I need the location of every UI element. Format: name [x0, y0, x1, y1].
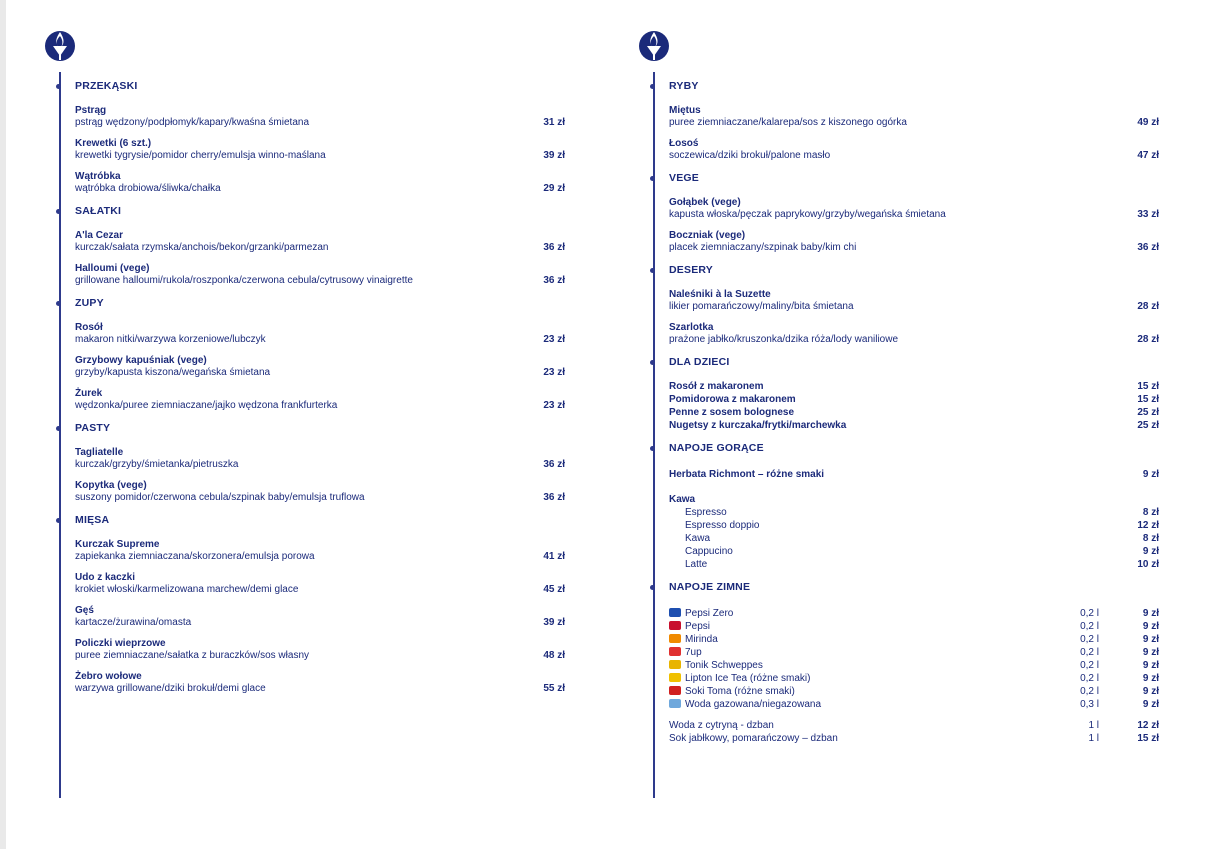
- vertical-rule: [653, 72, 655, 798]
- item-name: Wątróbka: [75, 171, 121, 182]
- item-name: Pepsi Zero: [685, 608, 734, 619]
- item-name: Latte: [685, 559, 708, 570]
- item-name: A'la Cezar: [75, 230, 123, 241]
- item-name: Pepsi: [685, 621, 711, 632]
- item-name: Miętus: [669, 105, 701, 116]
- item-name: Tonik Schweppes: [685, 660, 763, 671]
- item-price: 49 zł: [1137, 117, 1159, 128]
- cold-drink-item: [669, 685, 1159, 698]
- item-price: 9 zł: [1142, 660, 1159, 671]
- item-price: 12 zł: [1137, 520, 1159, 531]
- item-price: 9 zł: [1142, 634, 1159, 645]
- item-name: Żurek: [75, 388, 103, 399]
- item-desc: krewetki tygrysie/pomidor cherry/emulsja winno-maślana: [75, 150, 326, 161]
- menu-item: [75, 171, 565, 195]
- item-desc: placek ziemniaczany/szpinak baby/kim chi: [669, 242, 857, 253]
- cold-drink-item: [669, 672, 1159, 685]
- coffee-item: [669, 558, 1159, 571]
- menu-item: [75, 230, 565, 254]
- item-name: Penne z sosem bolognese: [669, 407, 795, 418]
- item-volume: 0,2 l: [1080, 647, 1099, 658]
- jug-item: [669, 732, 1159, 745]
- item-price: 9 zł: [1142, 647, 1159, 658]
- item-desc: likier pomarańczowy/maliny/bita śmietana: [669, 301, 854, 312]
- item-name: Kurczak Supreme: [75, 539, 160, 550]
- jug-item: [669, 719, 1159, 732]
- water-logo-icon: [669, 699, 681, 708]
- item-name: Halloumi (vege): [75, 263, 150, 274]
- item-name: Szarlotka: [669, 322, 714, 333]
- item-volume: 0,2 l: [1080, 608, 1099, 619]
- item-price: 36 zł: [543, 242, 565, 253]
- menu-item: [669, 197, 1159, 221]
- item-desc: puree ziemniaczane/kalarepa/sos z kiszonego ogórka: [669, 117, 907, 128]
- menu-item: [669, 105, 1159, 129]
- item-name: Naleśniki à la Suzette: [669, 289, 771, 300]
- coffee-item: [669, 545, 1159, 558]
- item-name: Woda gazowana/niegazowana: [685, 699, 822, 710]
- item-name: Mirinda: [685, 634, 718, 645]
- item-volume: 0,3 l: [1080, 699, 1099, 710]
- item-name: Policzki wieprzowe: [75, 638, 166, 649]
- torch-emblem-icon: [638, 26, 670, 64]
- section-title: VEGE: [669, 172, 1159, 188]
- item-desc: kurczak/grzyby/śmietanka/pietruszka: [75, 459, 239, 470]
- item-name: Soki Toma (różne smaki): [685, 686, 795, 697]
- item-price: 15 zł: [1137, 381, 1159, 392]
- item-name: Pomidorowa z makaronem: [669, 394, 796, 405]
- item-price: 25 zł: [1137, 420, 1159, 431]
- pepsi-logo-icon: [669, 608, 681, 617]
- cold-drink-item: [669, 607, 1159, 620]
- item-price: 36 zł: [543, 459, 565, 470]
- kids-item: [669, 393, 1159, 406]
- section-napoje-gorace: [669, 442, 1159, 571]
- item-price: 23 zł: [543, 400, 565, 411]
- item-price: 47 zł: [1137, 150, 1159, 161]
- menu-section: [75, 205, 565, 287]
- item-name: Kopytka (vege): [75, 480, 147, 491]
- item-name: Grzybowy kapuśniak (vege): [75, 355, 207, 366]
- menu-item: [75, 355, 565, 379]
- menu-item: [669, 322, 1159, 346]
- item-volume: 0,2 l: [1080, 673, 1099, 684]
- section-title: SAŁATKI: [75, 205, 565, 221]
- item-desc: warzywa grillowane/dziki brokuł/demi glace: [75, 683, 266, 694]
- menu-section: [75, 297, 565, 412]
- item-price: 25 zł: [1137, 407, 1159, 418]
- menu-right-content: [669, 80, 1159, 745]
- section-title: MIĘSA: [75, 514, 565, 530]
- item-price: 28 zł: [1137, 334, 1159, 345]
- item-volume: 1 l: [1088, 720, 1099, 731]
- tea-item: [669, 468, 1159, 481]
- section-desery: [669, 264, 1159, 346]
- coffee-item: [669, 519, 1159, 532]
- jug-drinks: [669, 719, 1159, 745]
- pepsi-logo-icon: [669, 621, 681, 630]
- item-price: 23 zł: [543, 334, 565, 345]
- section-title: PRZEKĄSKI: [75, 80, 565, 96]
- item-volume: 0,2 l: [1080, 634, 1099, 645]
- item-price: 39 zł: [543, 150, 565, 161]
- item-name: 7up: [685, 647, 702, 658]
- item-desc: wątróbka drobiowa/śliwka/chałka: [75, 183, 221, 194]
- item-price: 23 zł: [543, 367, 565, 378]
- menu-item: [75, 539, 565, 563]
- vertical-rule: [59, 72, 61, 798]
- menu-item: [75, 671, 565, 695]
- item-desc: wędzonka/puree ziemniaczane/jajko wędzona frankfurterka: [75, 400, 338, 411]
- coffee-heading: [669, 493, 1159, 506]
- menu-item: [669, 230, 1159, 254]
- menu-item: [75, 263, 565, 287]
- item-name: Krewetki (6 szt.): [75, 138, 152, 149]
- item-desc: suszony pomidor/czerwona cebula/szpinak baby/emulsja truflowa: [75, 492, 365, 503]
- item-price: 36 zł: [543, 275, 565, 286]
- item-name: Żebro wołowe: [75, 671, 142, 682]
- item-desc: krokiet włoski/karmelizowana marchew/demi glace: [75, 584, 299, 595]
- item-price: 9 zł: [1142, 469, 1159, 480]
- item-price: 36 zł: [1137, 242, 1159, 253]
- item-name: Rosół: [75, 322, 103, 333]
- menu-item: [669, 289, 1159, 313]
- item-name: Espresso: [685, 507, 727, 518]
- item-price: 8 zł: [1142, 507, 1159, 518]
- schweppes-logo-icon: [669, 660, 681, 669]
- section-vege: [669, 172, 1159, 254]
- item-name: Herbata Richmont – różne smaki: [669, 469, 825, 480]
- menu-section: [75, 514, 565, 695]
- item-name: Rosół z makaronem: [669, 381, 764, 392]
- item-desc: puree ziemniaczane/sałatka z buraczków/sos własny: [75, 650, 309, 661]
- item-price: 28 zł: [1137, 301, 1159, 312]
- menu-item: [75, 447, 565, 471]
- cold-drink-item: [669, 646, 1159, 659]
- item-price: 9 zł: [1142, 621, 1159, 632]
- item-price: 33 zł: [1137, 209, 1159, 220]
- menu-item: [75, 138, 565, 162]
- item-name: Espresso doppio: [685, 520, 760, 531]
- coffee-item: [669, 532, 1159, 545]
- item-desc: grzyby/kapusta kiszona/wegańska śmietana: [75, 367, 271, 378]
- item-price: 41 zł: [543, 551, 565, 562]
- item-price: 36 zł: [543, 492, 565, 503]
- item-volume: 0,2 l: [1080, 660, 1099, 671]
- kids-item: [669, 406, 1159, 419]
- section-title: DESERY: [669, 264, 1159, 280]
- item-price: 9 zł: [1142, 608, 1159, 619]
- menu-left-content: [75, 80, 565, 695]
- item-name: Sok jabłkowy, pomarańczowy – dzban: [669, 733, 838, 744]
- item-price: 48 zł: [543, 650, 565, 661]
- menu-section: [75, 422, 565, 504]
- item-volume: 0,2 l: [1080, 686, 1099, 697]
- section-title: NAPOJE ZIMNE: [669, 581, 1159, 597]
- section-title: DLA DZIECI: [669, 356, 1159, 372]
- mirinda-logo-icon: [669, 634, 681, 643]
- item-price: 15 zł: [1137, 733, 1159, 744]
- item-name: Woda z cytryną - dzban: [669, 720, 774, 731]
- item-desc: kartacze/żurawina/omasta: [75, 617, 192, 628]
- item-price: 12 zł: [1137, 720, 1159, 731]
- menu-item: [75, 480, 565, 504]
- item-price: 8 zł: [1142, 533, 1159, 544]
- cold-drink-item: [669, 620, 1159, 633]
- item-name: Lipton Ice Tea (różne smaki): [685, 673, 811, 684]
- item-name: Udo z kaczki: [75, 572, 136, 583]
- menu-page: [6, 0, 1206, 849]
- section-title: ZUPY: [75, 297, 565, 313]
- item-price: 45 zł: [543, 584, 565, 595]
- item-price: 29 zł: [543, 183, 565, 194]
- torch-emblem-icon: [44, 26, 76, 64]
- item-desc: kurczak/sałata rzymska/anchois/bekon/grzanki/parmezan: [75, 242, 329, 253]
- section-title: PASTY: [75, 422, 565, 438]
- item-desc: prażone jabłko/kruszonka/dzika róża/lody waniliowe: [669, 334, 899, 345]
- coffee-item: [669, 506, 1159, 519]
- item-price: 10 zł: [1137, 559, 1159, 570]
- item-name: Boczniak (vege): [669, 230, 746, 241]
- section-title: RYBY: [669, 80, 1159, 96]
- item-price: 55 zł: [543, 683, 565, 694]
- menu-item: [75, 638, 565, 662]
- item-desc: soczewica/dziki brokuł/palone masło: [669, 150, 831, 161]
- kids-item: [669, 419, 1159, 432]
- item-name: Cappucino: [685, 546, 733, 557]
- item-price: 15 zł: [1137, 394, 1159, 405]
- menu-item: [75, 605, 565, 629]
- toma-logo-icon: [669, 686, 681, 695]
- item-name: Gęś: [75, 605, 94, 616]
- item-volume: 0,2 l: [1080, 621, 1099, 632]
- item-desc: grillowane halloumi/rukola/roszponka/czerwona cebula/cytrusowy vinaigrette: [75, 275, 413, 286]
- menu-item: [75, 105, 565, 129]
- section-dla-dzieci: [669, 356, 1159, 432]
- item-price: 9 zł: [1142, 699, 1159, 710]
- item-price: 9 zł: [1142, 686, 1159, 697]
- lipton-logo-icon: [669, 673, 681, 682]
- cold-drink-item: [669, 698, 1159, 711]
- section-napoje-zimne: [669, 581, 1159, 711]
- item-price: 9 zł: [1142, 546, 1159, 557]
- coffee-title: Kawa: [669, 494, 696, 505]
- menu-item: [669, 138, 1159, 162]
- menu-item: [75, 322, 565, 346]
- cold-drink-item: [669, 633, 1159, 646]
- item-name: Kawa: [685, 533, 711, 544]
- item-name: Tagliatelle: [75, 447, 124, 458]
- item-name: Pstrąg: [75, 105, 107, 116]
- item-price: 31 zł: [543, 117, 565, 128]
- section-title: NAPOJE GORĄCE: [669, 442, 1159, 458]
- item-desc: pstrąg wędzony/podpłomyk/kapary/kwaśna śmietana: [75, 117, 310, 128]
- item-desc: makaron nitki/warzywa korzeniowe/lubczyk: [75, 334, 266, 345]
- item-desc: zapiekanka ziemniaczana/skorzonera/emulsja porowa: [75, 551, 315, 562]
- item-price: 39 zł: [543, 617, 565, 628]
- cold-drink-item: [669, 659, 1159, 672]
- menu-section: [75, 80, 565, 195]
- item-desc: kapusta włoska/pęczak paprykowy/grzyby/wegańska śmietana: [669, 209, 946, 220]
- item-name: Nugetsy z kurczaka/frytki/marchewka: [669, 420, 847, 431]
- item-name: Gołąbek (vege): [669, 197, 741, 208]
- menu-item: [75, 388, 565, 412]
- item-volume: 1 l: [1088, 733, 1099, 744]
- 7up-logo-icon: [669, 647, 681, 656]
- kids-item: [669, 380, 1159, 393]
- item-name: Łosoś: [669, 138, 699, 149]
- menu-item: [75, 572, 565, 596]
- item-price: 9 zł: [1142, 673, 1159, 684]
- section-ryby: [669, 80, 1159, 162]
